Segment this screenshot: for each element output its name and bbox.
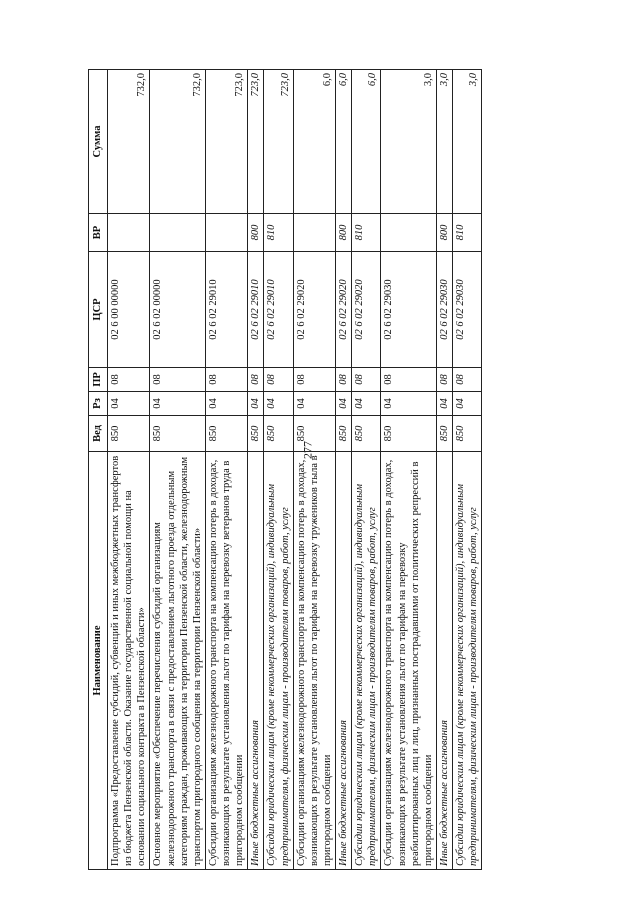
- cell-sum: 723,0: [248, 70, 264, 214]
- cell-ved: 850: [436, 416, 452, 452]
- cell-pr: 08: [336, 368, 352, 392]
- table-row: [336, 70, 352, 870]
- cell-ved: 850: [248, 416, 264, 452]
- cell-vr: [381, 214, 437, 252]
- cell-pr: 08: [453, 368, 482, 392]
- table-row: [436, 70, 452, 870]
- cell-vr: 800: [336, 214, 352, 252]
- cell-name: Субсидии юридическим лицам (кроме некоммерческих организаций), индивидуальным предпринимателям, физическим лицам - производителям товаров, работ, услуг: [352, 452, 381, 870]
- cell-ved: 850: [264, 416, 293, 452]
- cell-ved: 850: [108, 416, 150, 452]
- cell-sum: 723,0: [264, 70, 293, 214]
- table-body: [108, 70, 482, 870]
- cell-vr: [150, 214, 206, 252]
- cell-pr: 08: [264, 368, 293, 392]
- cell-pr: 08: [436, 368, 452, 392]
- cell-pr: 08: [205, 368, 247, 392]
- cell-vr: 810: [453, 214, 482, 252]
- cell-name: Субсидии организациям железнодорожного транспорта на компенсацию потерь в доходах, возникающих в результате установления льгот по тарифам на перевозку реабилитированных лиц и лиц, признанных пострадавшими от политических репрессий в пригородном сообщении: [381, 452, 437, 870]
- cell-csr: 02 6 02 29010: [248, 252, 264, 368]
- cell-sum: 3,0: [453, 70, 482, 214]
- cell-name: Иные бюджетные ассигнования: [248, 452, 264, 870]
- cell-sum: 6,0: [352, 70, 381, 214]
- cell-csr: 02 6 02 29030: [381, 252, 437, 368]
- header-ved: Вед: [89, 416, 108, 452]
- cell-csr: 02 6 02 29020: [336, 252, 352, 368]
- table-row: [248, 70, 264, 870]
- cell-csr: 02 6 02 29010: [205, 252, 247, 368]
- cell-vr: 810: [352, 214, 381, 252]
- header-csr: ЦСР: [89, 252, 108, 368]
- cell-pr: 08: [352, 368, 381, 392]
- cell-rz: 04: [150, 392, 206, 416]
- cell-rz: 04: [293, 392, 335, 416]
- cell-rz: 04: [381, 392, 437, 416]
- header-sum: Сумма: [89, 70, 108, 214]
- cell-sum: 3,0: [381, 70, 437, 214]
- cell-csr: 02 6 02 29030: [436, 252, 452, 368]
- cell-sum: 6,0: [336, 70, 352, 214]
- cell-csr: 02 6 02 29010: [264, 252, 293, 368]
- budget-table: [88, 69, 482, 870]
- table-row: [108, 70, 150, 870]
- cell-sum: 723,0: [205, 70, 247, 214]
- header-vr: ВР: [89, 214, 108, 252]
- cell-name: Субсидии организациям железнодорожного транспорта на компенсацию потерь в доходах, возникающих в результате установления льгот по тарифам на перевозку ветеранов труда в пригородном сообщении: [205, 452, 247, 870]
- cell-sum: 732,0: [108, 70, 150, 214]
- cell-vr: [108, 214, 150, 252]
- cell-name: Основное мероприятие «Обеспечение перечисления субсидий организациям железнодорожного транспорта в связи с предоставлением льготного проезда отдельным категориям граждан, проживающих на территории Пензенской области, железнодорожным транспортом пригородного сообщения на территории Пензенской области»: [150, 452, 206, 870]
- cell-name: Иные бюджетные ассигнования: [436, 452, 452, 870]
- table-row: [352, 70, 381, 870]
- cell-rz: 04: [453, 392, 482, 416]
- table-row: [381, 70, 437, 870]
- cell-ved: 850: [453, 416, 482, 452]
- cell-sum: 732,0: [150, 70, 206, 214]
- table-row: [293, 70, 335, 870]
- cell-pr: 08: [248, 368, 264, 392]
- cell-ved: 850: [293, 416, 335, 452]
- table-row: [205, 70, 247, 870]
- cell-csr: 02 6 02 29020: [293, 252, 335, 368]
- header-pr: ПР: [89, 368, 108, 392]
- cell-vr: [293, 214, 335, 252]
- cell-rz: 04: [264, 392, 293, 416]
- table-row: [150, 70, 206, 870]
- cell-csr: 02 6 00 00000: [108, 252, 150, 368]
- cell-rz: 04: [336, 392, 352, 416]
- cell-sum: 6,0: [293, 70, 335, 214]
- cell-name: Иные бюджетные ассигнования: [336, 452, 352, 870]
- cell-pr: 08: [108, 368, 150, 392]
- cell-ved: 850: [381, 416, 437, 452]
- cell-rz: 04: [205, 392, 247, 416]
- cell-name: Субсидии юридическим лицам (кроме некоммерческих организаций), индивидуальным предпринимателям, физическим лицам - производителям товаров, работ, услуг: [264, 452, 293, 870]
- cell-ved: 850: [352, 416, 381, 452]
- cell-pr: 08: [150, 368, 206, 392]
- cell-ved: 850: [150, 416, 206, 452]
- cell-name: Субсидии организациям железнодорожного транспорта на компенсацию потерь в доходах, возникающих в результате установления льгот по тарифам на перевозку тружеников тыла в пригородном сообщении: [293, 452, 335, 870]
- table-row: [453, 70, 482, 870]
- cell-rz: 04: [108, 392, 150, 416]
- cell-vr: 800: [436, 214, 452, 252]
- cell-sum: 3,0: [436, 70, 452, 214]
- cell-rz: 04: [436, 392, 452, 416]
- cell-vr: [205, 214, 247, 252]
- cell-rz: 04: [352, 392, 381, 416]
- cell-pr: 08: [293, 368, 335, 392]
- header-rz: Рз: [89, 392, 108, 416]
- header-name: Наименование: [89, 452, 108, 870]
- cell-ved: 850: [336, 416, 352, 452]
- cell-vr: 810: [264, 214, 293, 252]
- cell-ved: 850: [205, 416, 247, 452]
- cell-csr: 02 6 02 00000: [150, 252, 206, 368]
- table-row: [264, 70, 293, 870]
- cell-pr: 08: [381, 368, 437, 392]
- rotated-table-container: [88, 70, 568, 870]
- cell-csr: 02 6 02 29020: [352, 252, 381, 368]
- cell-rz: 04: [248, 392, 264, 416]
- page-number: 277: [300, 441, 315, 459]
- table-header-row: [89, 70, 108, 870]
- cell-name: Субсидии юридическим лицам (кроме некоммерческих организаций), индивидуальным предпринимателям, физическим лицам - производителям товаров, работ, услуг: [453, 452, 482, 870]
- cell-name: Подпрограмма «Предоставление субсидий, субвенций и иных межбюджетных трансфертов из бюджета Пензенской области. Оказание государственной социальной помощи на основании социального контракта в Пензенской области»: [108, 452, 150, 870]
- cell-csr: 02 6 02 29030: [453, 252, 482, 368]
- cell-vr: 800: [248, 214, 264, 252]
